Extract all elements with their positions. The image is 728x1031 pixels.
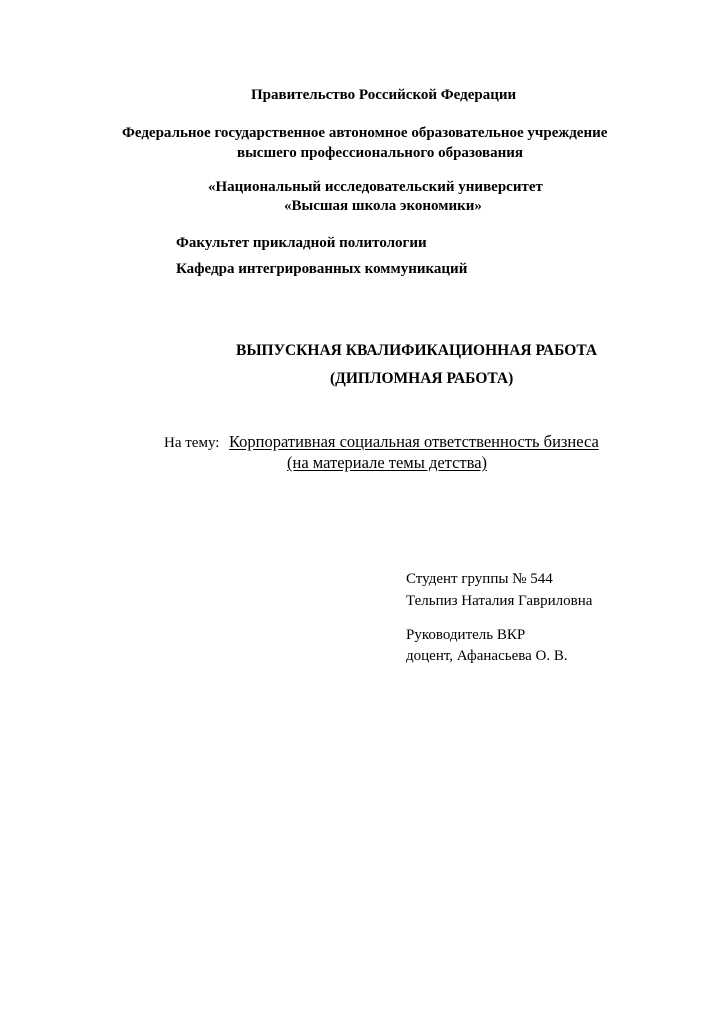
university-line-2: «Высшая школа экономики» (284, 198, 482, 214)
topic-title-line-2: (на материале темы детства) (287, 453, 488, 472)
institution-line-2: высшего профессионального образования (237, 145, 524, 161)
supervisor-name: доцент, Афанасьева О. В. (406, 648, 568, 664)
institution-line-1: Федеральное государственное автономное образовательное учреждение (122, 125, 608, 141)
university-line-1: «Национальный исследовательский университет (208, 179, 543, 195)
work-type-subtitle: (ДИПЛОМНАЯ РАБОТА) (330, 370, 514, 387)
topic-label: На тему: (164, 435, 220, 451)
student-name: Тельпиз Наталия Гавриловна (406, 593, 593, 609)
work-type-title: ВЫПУСКНАЯ КВАЛИФИКАЦИОННАЯ РАБОТА (236, 342, 598, 359)
faculty-name: Факультет прикладной политологии (176, 235, 427, 251)
supervisor-title: Руководитель ВКР (406, 627, 526, 643)
topic-title-line-1: Корпоративная социальная ответственность бизнеса (229, 432, 599, 451)
department-name: Кафедра интегрированных коммуникаций (176, 261, 468, 277)
government-heading: Правительство Российской Федерации (251, 87, 517, 103)
student-group: Студент группы № 544 (406, 571, 553, 587)
